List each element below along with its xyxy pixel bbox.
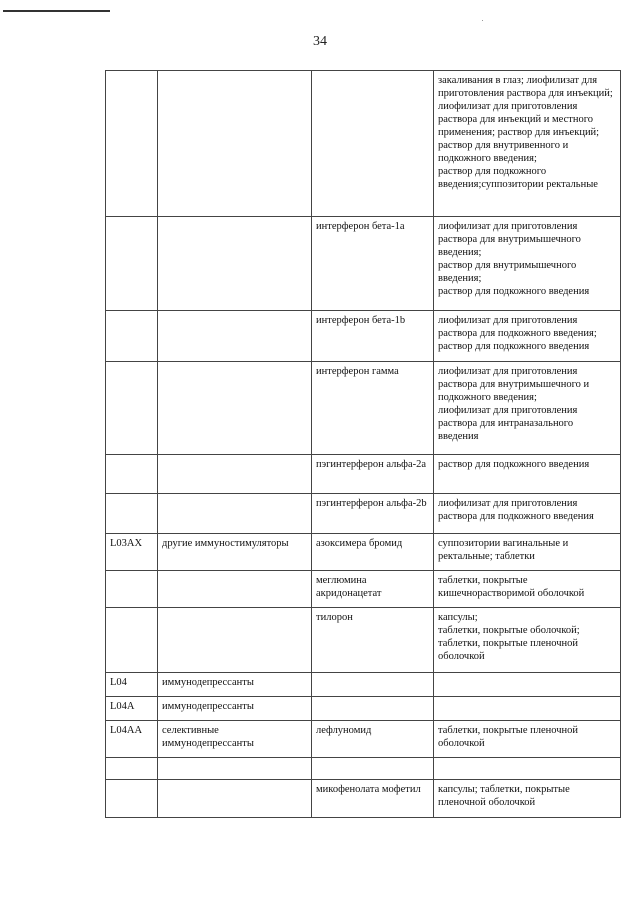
table-row [106, 673, 621, 697]
drug-name-cell: азоксимера бромид [312, 534, 434, 571]
drug-name-cell: лефлуномид [312, 721, 434, 758]
atc-code-cell: L04A [106, 697, 158, 721]
atc-code-cell [106, 758, 158, 780]
atc-code-cell: L04 [106, 673, 158, 697]
dosage-forms-cell [434, 673, 621, 697]
dosage-forms-cell [434, 758, 621, 780]
dosage-forms-cell: раствор для подкожного введения [434, 455, 621, 494]
dosage-forms-cell: капсулы; таблетки, покрытые оболочкой; таблетки, покрытые пленочной оболочкой [434, 608, 621, 673]
atc-code-cell [106, 571, 158, 608]
atc-code-cell [106, 455, 158, 494]
group-cell [158, 571, 312, 608]
group-cell: селективные иммунодепрессанты [158, 721, 312, 758]
dosage-forms-cell: таблетки, покрытые пленочной оболочкой [434, 721, 621, 758]
group-cell [158, 217, 312, 311]
atc-code-cell [106, 217, 158, 311]
table-row [106, 608, 621, 673]
group-cell [158, 311, 312, 362]
group-cell: иммунодепрессанты [158, 673, 312, 697]
table-row [106, 494, 621, 534]
dosage-forms-cell: лиофилизат для приготовления раствора для внутримышечного введения; раствор для внутримышечного введения; раствор для подкожного введения [434, 217, 621, 311]
table-row [106, 571, 621, 608]
table-row [106, 758, 621, 780]
table-row [106, 534, 621, 571]
table-row [106, 697, 621, 721]
dosage-forms-cell: лиофилизат для приготовления раствора для внутримышечного и подкожного введения; лиофилизат для приготовления раствора для интраназального введения [434, 362, 621, 455]
dosage-forms-cell: таблетки, покрытые кишечнорастворимой оболочкой [434, 571, 621, 608]
drug-name-cell: микофенолата мофетил [312, 780, 434, 818]
drug-name-cell: меглюмина акридонацетат [312, 571, 434, 608]
drug-name-cell [312, 71, 434, 217]
table-row [106, 311, 621, 362]
scan-speck [482, 20, 483, 21]
dosage-forms-cell: капсулы; таблетки, покрытые пленочной оболочкой [434, 780, 621, 818]
atc-code-cell [106, 494, 158, 534]
drug-table [105, 70, 621, 818]
dosage-forms-cell: лиофилизат для приготовления раствора для подкожного введения [434, 494, 621, 534]
drug-name-cell [312, 673, 434, 697]
atc-code-cell [106, 311, 158, 362]
atc-code-cell [106, 780, 158, 818]
group-cell [158, 608, 312, 673]
drug-name-cell [312, 697, 434, 721]
table-row [106, 217, 621, 311]
drug-name-cell: интерферон бета-1а [312, 217, 434, 311]
group-cell [158, 758, 312, 780]
atc-code-cell: L03AX [106, 534, 158, 571]
table-row [106, 71, 621, 217]
atc-code-cell [106, 608, 158, 673]
page-number: 34 [313, 34, 327, 49]
drug-name-cell: пэгинтерферон альфа-2b [312, 494, 434, 534]
drug-name-cell: интерферон гамма [312, 362, 434, 455]
dosage-forms-cell: закаливания в глаз; лиофилизат для приготовления раствора для инъекций; лиофилизат для приготовления раствора для инъекций и местного применения; раствор для инъекций; раствор для внутривенного и подкожного введения; раствор для подкожного введения;суппозитории ректальные [434, 71, 621, 217]
table-row [106, 780, 621, 818]
drug-name-cell: пэгинтерферон альфа-2а [312, 455, 434, 494]
drug-name-cell [312, 758, 434, 780]
group-cell: другие иммуностимуляторы [158, 534, 312, 571]
group-cell: иммунодепрессанты [158, 697, 312, 721]
dosage-forms-cell: лиофилизат для приготовления раствора для подкожного введения; раствор для подкожного введения [434, 311, 621, 362]
table-row [106, 362, 621, 455]
table-row [106, 721, 621, 758]
header-rule [3, 10, 110, 12]
group-cell [158, 71, 312, 217]
atc-code-cell: L04AA [106, 721, 158, 758]
group-cell [158, 494, 312, 534]
drug-name-cell: интерферон бета-1b [312, 311, 434, 362]
group-cell [158, 362, 312, 455]
table-row [106, 455, 621, 494]
atc-code-cell [106, 362, 158, 455]
dosage-forms-cell [434, 697, 621, 721]
atc-code-cell [106, 71, 158, 217]
dosage-forms-cell: суппозитории вагинальные и ректальные; таблетки [434, 534, 621, 571]
drug-name-cell: тилорон [312, 608, 434, 673]
group-cell [158, 455, 312, 494]
group-cell [158, 780, 312, 818]
